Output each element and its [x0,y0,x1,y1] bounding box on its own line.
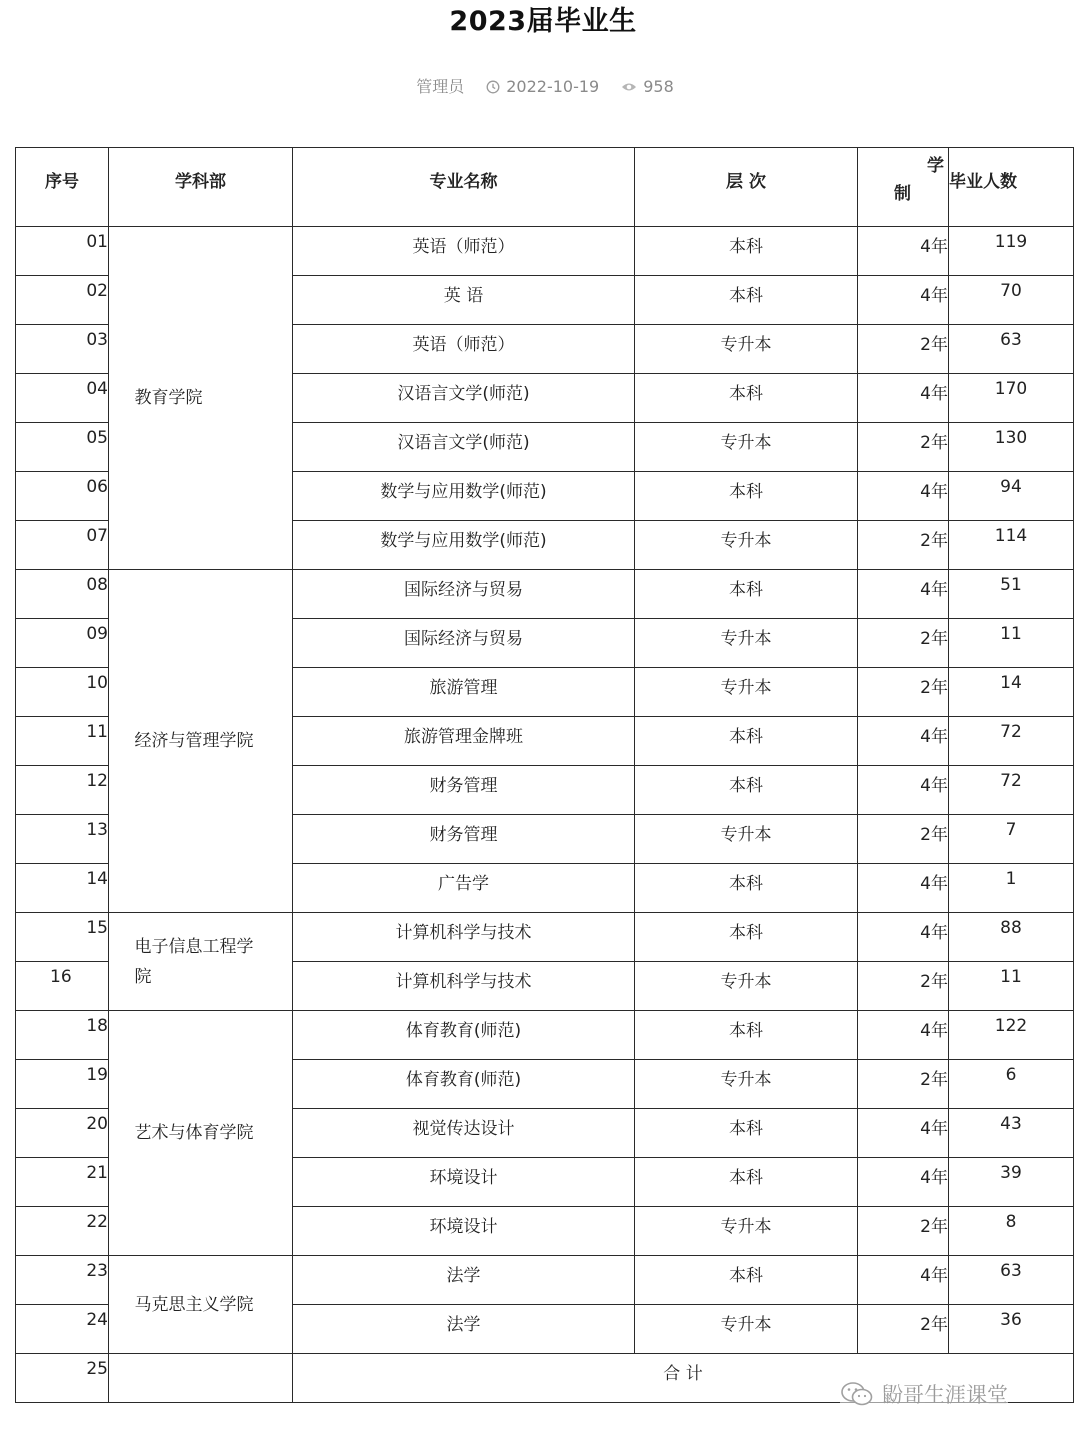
table-row: 02 英 语 本科 4年 70 [16,276,1074,325]
dept-cell: 马克思主义学院 [109,1256,293,1354]
table-row: 11 旅游管理金牌班 本科 4年 72 [16,717,1074,766]
table-row: 04 汉语言文学(师范) 本科 4年 170 [16,374,1074,423]
dept-cell: 教育学院 [109,227,293,570]
table-row: 14 广告学 本科 4年 1 [16,864,1074,913]
view-count-group [621,76,674,98]
table-row: 06 数学与应用数学(师范) 本科 4年 94 [16,472,1074,521]
table-row: 13 财务管理 专升本 2年 7 [16,815,1074,864]
table-row: 01 教育学院 英语（师范） 本科 4年 119 [16,227,1074,276]
total-row: 25 合 计 [16,1354,1074,1403]
table-row: 22 环境设计 专升本 2年 8 [16,1207,1074,1256]
table-row: 24 法学 专升本 2年 36 [16,1305,1074,1354]
author-name: 管理员 [416,77,465,96]
publish-date: 2022-10-19 [506,77,600,96]
table-row: 08 经济与管理学院 国际经济与贸易 本科 4年 51 [16,570,1074,619]
page-title: 2023届毕业生 [449,6,637,37]
watermark-text: 鼢哥生涯课堂 [882,1383,1008,1407]
table-row: 23 马克思主义学院 法学 本科 4年 63 [16,1256,1074,1305]
table-row: 20 视觉传达设计 本科 4年 43 [16,1109,1074,1158]
article-meta [0,76,1080,98]
header-duration: 学 制 [858,148,949,227]
table-row: 16 计算机科学与技术 专升本 2年 11 [16,962,1074,1011]
dept-cell: 艺术与体育学院 [109,1011,293,1256]
header-count: 毕业人数 [949,148,1074,227]
header-major: 专业名称 [293,148,635,227]
view-count: 958 [643,77,674,96]
table-row: 19 体育教育(师范) 专升本 2年 6 [16,1060,1074,1109]
total-label: 合 计 [293,1354,1074,1403]
table-row: 09 国际经济与贸易 专升本 2年 11 [16,619,1074,668]
header-dept: 学科部 [109,148,293,227]
table-row: 12 财务管理 本科 4年 72 [16,766,1074,815]
graduates-table [15,147,1074,1403]
table-row: 05 汉语言文学(师范) 专升本 2年 130 [16,423,1074,472]
table-row: 10 旅游管理 专升本 2年 14 [16,668,1074,717]
dept-cell: 经济与管理学院 [109,570,293,913]
table-row: 07 数学与应用数学(师范) 专升本 2年 114 [16,521,1074,570]
table-row: 18 艺术与体育学院 体育教育(师范) 本科 4年 122 [16,1011,1074,1060]
clock-icon [486,80,500,94]
table-row: 15 电子信息工程学院 计算机科学与技术 本科 4年 88 [16,913,1074,962]
publish-date-group [486,76,599,98]
header-seq: 序号 [16,148,109,227]
wechat-icon [840,1381,874,1407]
table-header-row [16,148,1074,227]
dept-cell: 电子信息工程学院 [109,913,293,1011]
header-level: 层 次 [635,148,858,227]
watermark [840,1376,1008,1412]
table-row: 21 环境设计 本科 4年 39 [16,1158,1074,1207]
table-row: 03 英语（师范） 专升本 2年 63 [16,325,1074,374]
eye-icon [621,81,637,93]
